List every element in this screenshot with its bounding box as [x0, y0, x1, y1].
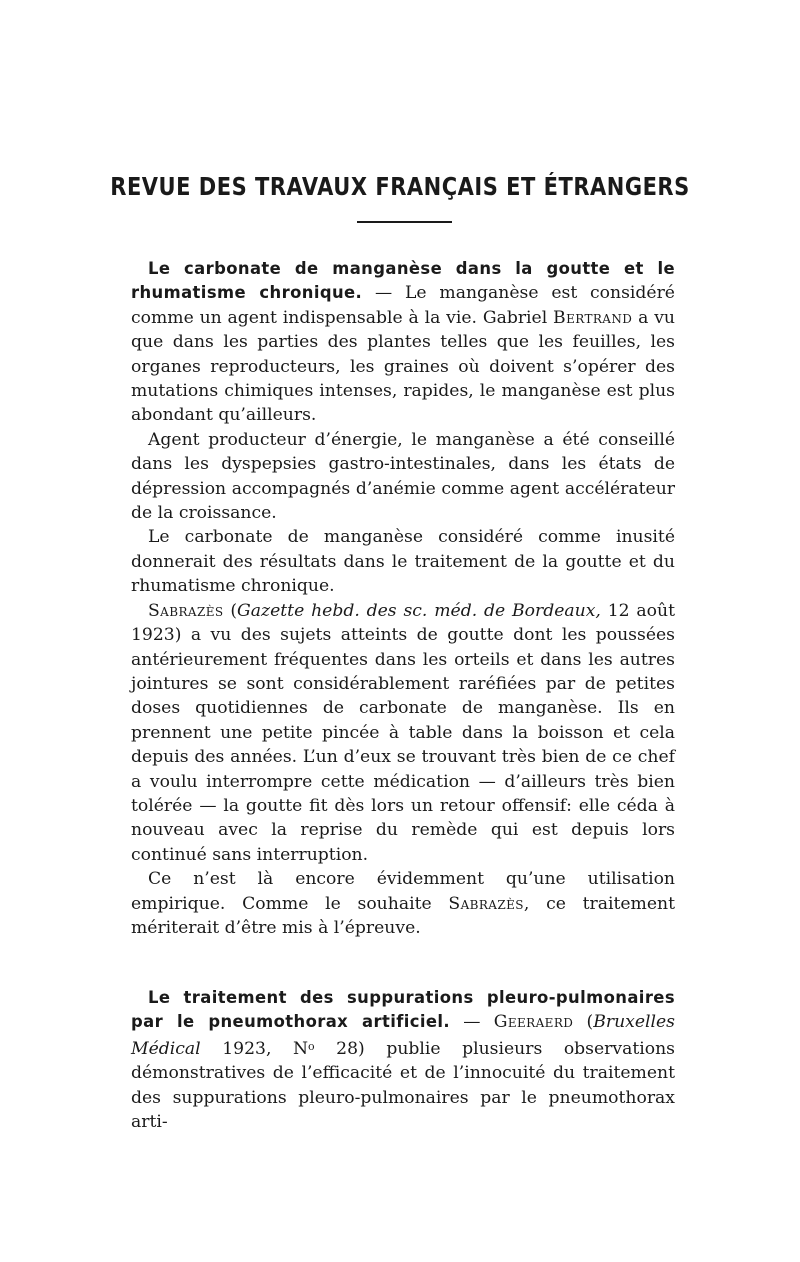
- heading-dash: —: [450, 1012, 494, 1033]
- journal-citation: Gazette hebd. des sc. méd. de Bordeaux,: [237, 600, 601, 621]
- author-name: Sabrazès: [448, 893, 524, 914]
- article-paragraph-5: [131, 867, 675, 940]
- paragraph-text: , ce traitement mériterait d’être mis à l’épreuve.: [131, 893, 675, 938]
- article-heading: Le carbonate de manganèse dans la goutte et le rhumatisme chronique.: [131, 259, 675, 303]
- paragraph-text: 1923, N: [200, 1038, 308, 1059]
- paragraph-text: (: [573, 1012, 594, 1033]
- article-heading: Le traitement des suppurations pleuro-pulmonaires par le pneumothorax artificiel.: [131, 988, 675, 1032]
- article-paragraph-2: Agent producteur d’énergie, le manganèse a été conseillé dans les dyspepsies gastro-intestinales, dans les états de dépression accompagnés d’anémie comme agent accélérateur de la croissance.: [131, 429, 675, 524]
- number-superscript: o: [308, 1039, 315, 1053]
- author-name: Bertrand: [553, 307, 633, 328]
- article-manganese: [131, 257, 675, 940]
- paragraph-text: 12 août 1923) a vu des sujets atteints de goutte dont les poussées antérieurement fréquentes dans les orteils et dans les autres jointures se sont considérablement raréfiées par de petites doses quotidiennes de carbonate de manganèse. Ils en prennent une petite pincée à table dans la boisson et cela depuis des années. L’un d’eux se trouvant très bien de ce chef a voulu interrompre cette médication — d’ailleurs très bien tolérée — la goutte fit dès lors un retour offensif: elle céda à nouveau avec la reprise du remède qui est depuis lors continué sans interruption.: [131, 600, 676, 865]
- paragraph-text: 28) publie plusieurs observations démonstratives de l’efficacité et de l’innocuité du traitement des suppurations pleuro-pulmonaires par le pneumothorax arti-: [131, 1038, 675, 1133]
- page-title: REVUE DES TRAVAUX FRANÇAIS ET ÉTRANGERS: [110, 172, 690, 201]
- article-paragraph-1: [131, 257, 675, 428]
- paragraph-text: a vu que dans les parties des plantes telles que les feuilles, les organes reproducteurs, les graines où doivent s’opérer des mutations chimiques intenses, rapides, le manganèse est plus abondant qu’ailleurs.: [131, 307, 675, 426]
- article-paragraph-3: Le carbonate de manganèse considéré comme inusité donnerait des résultats dans le traitement de la goutte et du rhumatisme chronique.: [131, 527, 675, 597]
- article-paragraph-4: [131, 599, 675, 867]
- article-pneumothorax: [131, 986, 675, 1134]
- article-paragraph-1: [131, 986, 675, 1134]
- author-name: Sabrazès: [148, 600, 224, 621]
- paragraph-text: Le manganèse est considéré comme un agent indispensable à la vie. Gabriel: [131, 283, 675, 328]
- title-divider: [357, 221, 452, 223]
- journal-citation: Bruxelles Médical: [131, 1012, 675, 1059]
- author-name: Geeraerd: [493, 1012, 574, 1033]
- paragraph-text: (: [223, 600, 238, 621]
- heading-dash: —: [362, 283, 406, 304]
- paragraph-text: Ce n’est là encore évidemment qu’une utilisation empirique. Comme le souhaite: [131, 869, 675, 914]
